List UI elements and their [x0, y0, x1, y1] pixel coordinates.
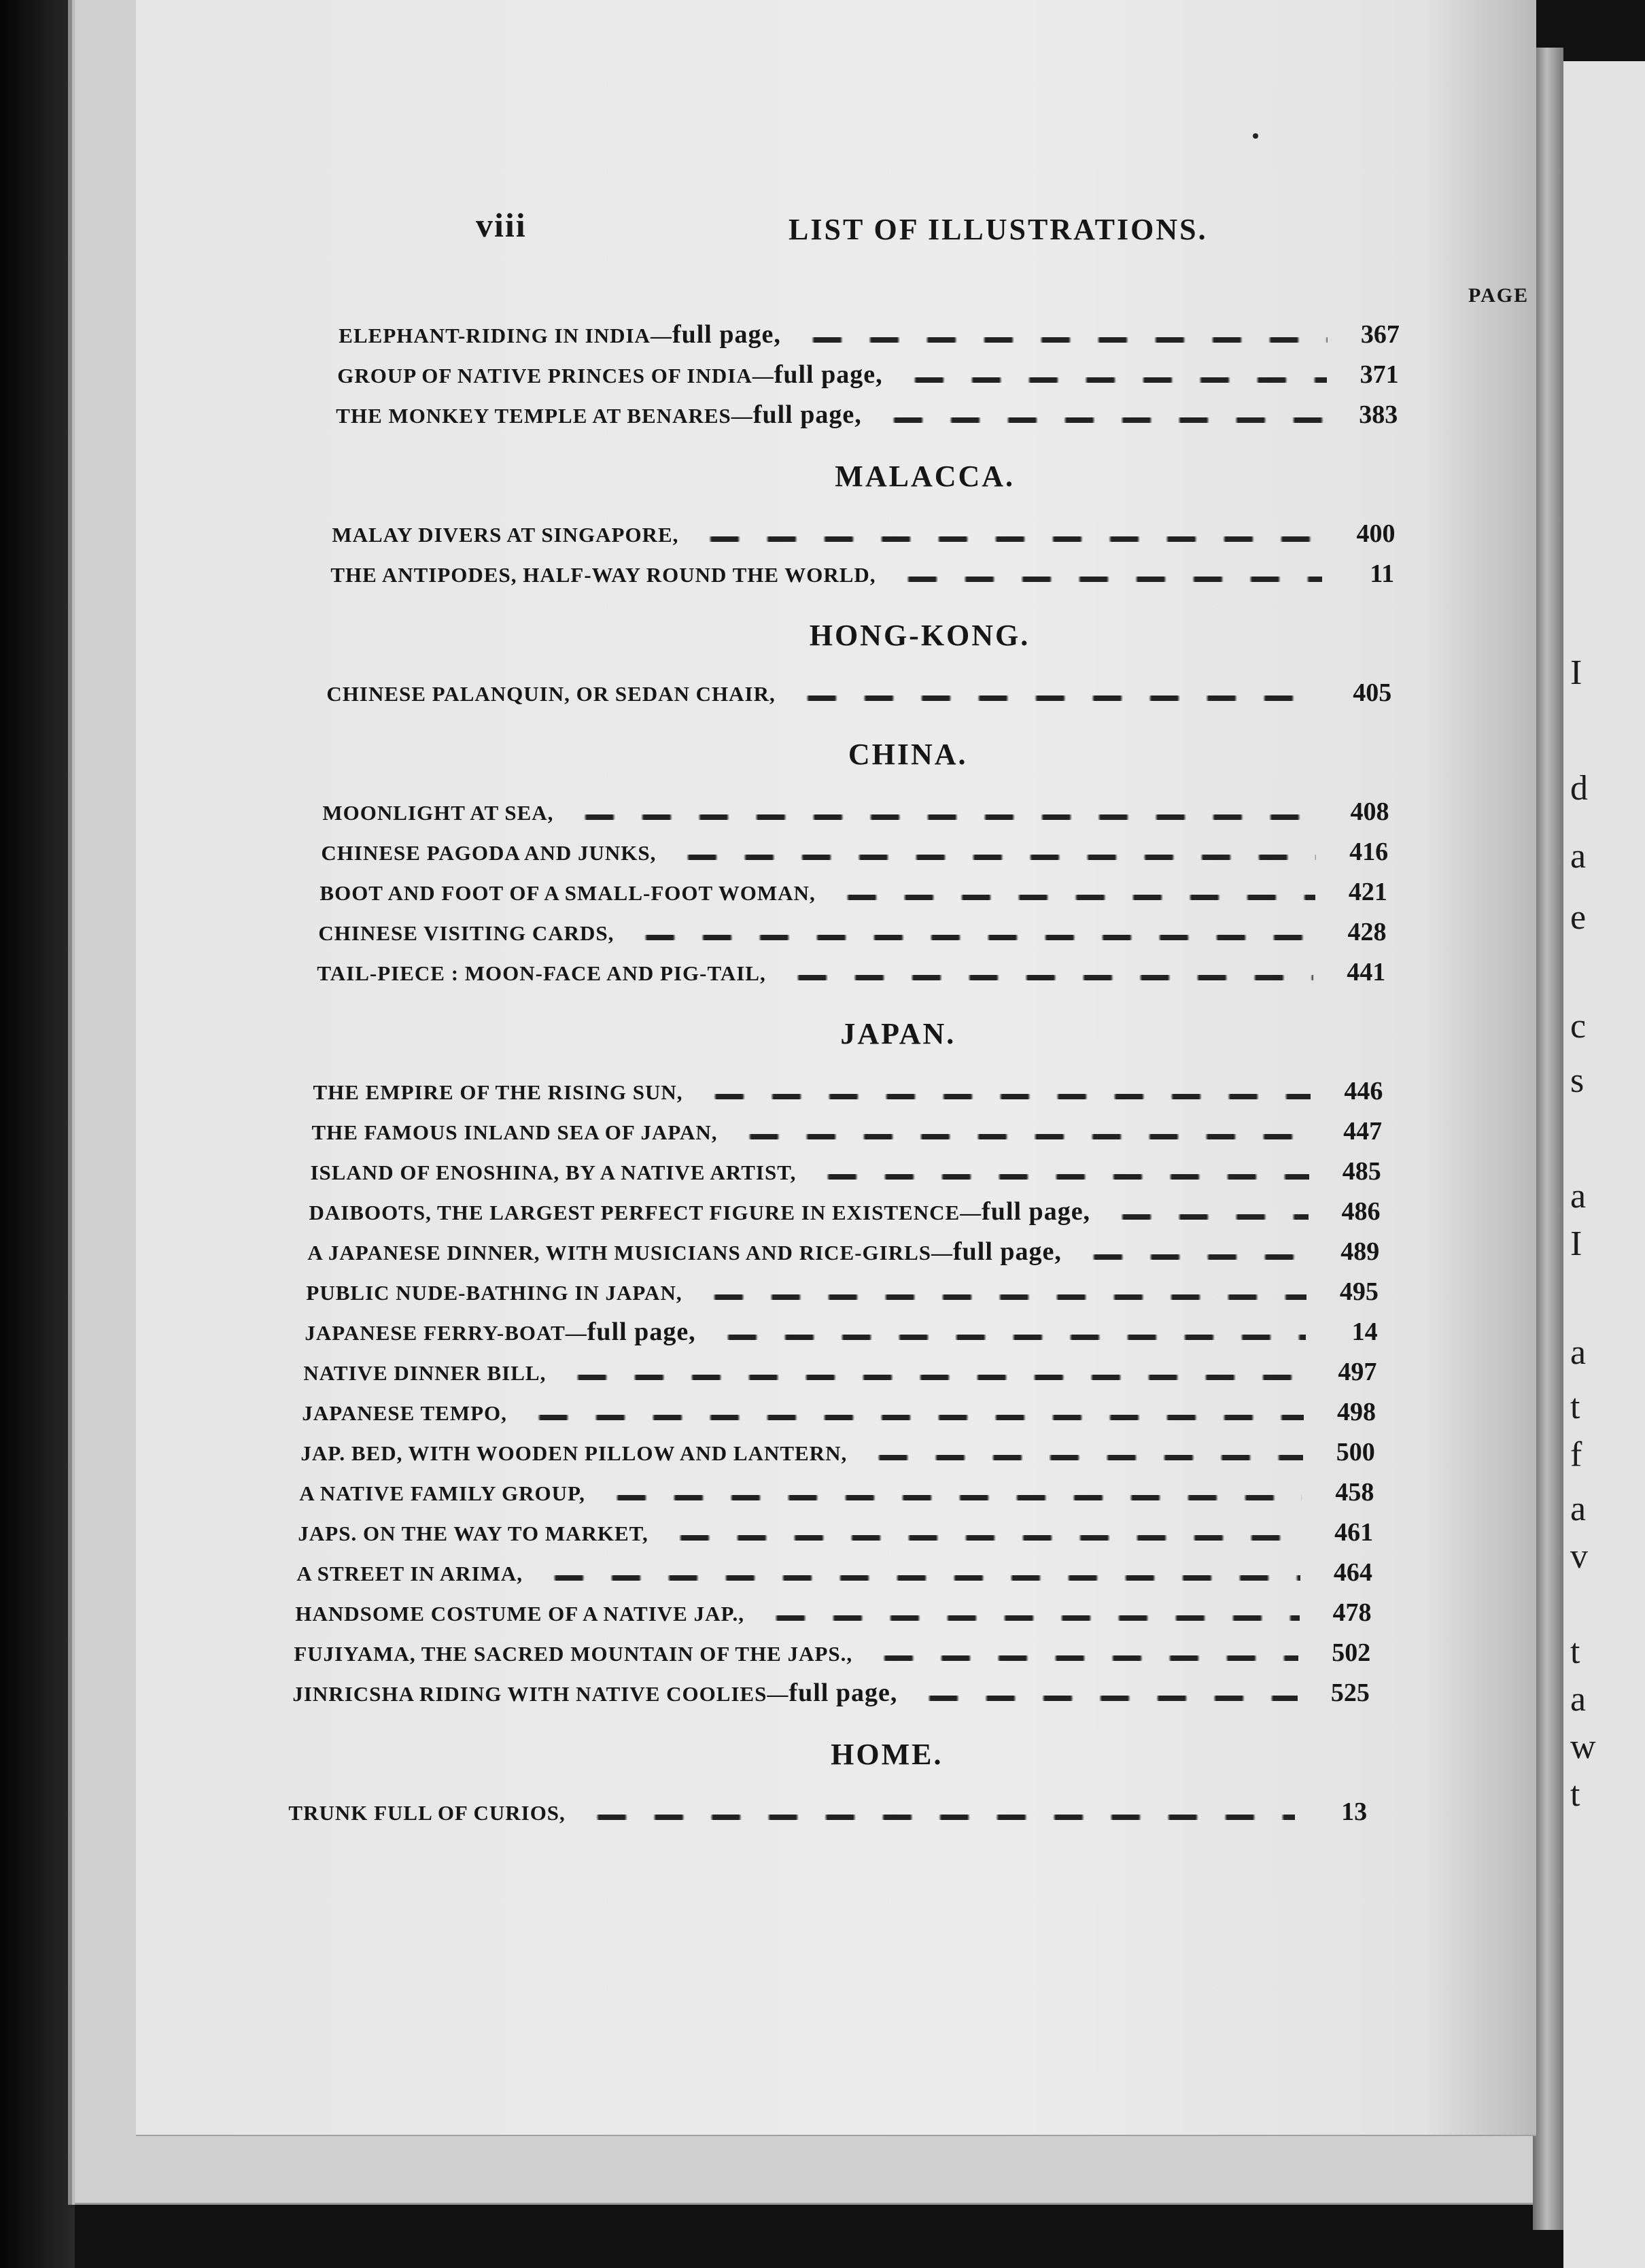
entry-title: [319, 881, 815, 906]
dot-leader: [735, 1134, 1311, 1139]
entry-page-number: 495: [1339, 1277, 1379, 1306]
entry-title-text: TAIL-PIECE : MOON-FACE AND PIG-TAIL,: [317, 961, 766, 985]
dot-leader: [666, 1535, 1301, 1541]
illustration-entry: [302, 1397, 1376, 1430]
illustration-entry: [336, 400, 1398, 432]
illustration-entry: [294, 1638, 1370, 1670]
entry-title: [307, 1237, 1062, 1267]
illustration-entry: [339, 320, 1400, 352]
facing-page-text-fragment: v: [1570, 1537, 1588, 1576]
entry-page-number: 441: [1347, 958, 1386, 986]
illustration-entry: [332, 519, 1395, 551]
entry-title: [296, 1562, 523, 1586]
entry-title: [317, 961, 765, 986]
entry-title-text: THE ANTIPODES, HALF-WAY ROUND THE WORLD,: [330, 563, 876, 587]
illustration-entry: [310, 1156, 1381, 1189]
entry-page-number: 13: [1341, 1798, 1368, 1826]
next-page-edge: [1563, 61, 1645, 2268]
dot-leader: [603, 1495, 1302, 1500]
entry-title-text: MALAY DIVERS AT SINGAPORE,: [332, 523, 679, 547]
entry-title-text: A JAPANESE DINNER, WITH MUSICIANS AND RICE-GIRLS—: [307, 1241, 954, 1265]
entry-page-number: 416: [1349, 838, 1389, 866]
running-head: [476, 205, 1536, 260]
entry-title-text: JAPS. ON THE WAY TO MARKET,: [298, 1522, 648, 1545]
entry-page-number: 458: [1335, 1478, 1374, 1507]
dot-leader: [674, 855, 1316, 860]
entry-title: [292, 1678, 897, 1708]
facing-page-text-fragment: I: [1570, 653, 1582, 692]
page-folio: viii: [476, 206, 527, 244]
illustration-entry: [295, 1598, 1371, 1630]
entry-title-text: CHINESE PAGODA AND JUNKS,: [321, 841, 657, 865]
entry-title-suffix: full page,: [752, 400, 862, 429]
entry-page-number: 400: [1356, 519, 1396, 548]
entry-title: [305, 1317, 695, 1347]
dot-leader: [880, 417, 1326, 423]
illustration-entry: [321, 837, 1388, 870]
entry-page-number: 500: [1336, 1438, 1375, 1466]
dot-leader: [696, 536, 1323, 542]
dot-leader: [571, 814, 1317, 820]
entry-page-number: 371: [1360, 360, 1399, 389]
entry-title-suffix: full page,: [953, 1237, 1062, 1266]
entry-page-number: 489: [1340, 1237, 1380, 1266]
page-title: LIST OF ILLUSTRATIONS.: [789, 213, 1208, 246]
facing-page-text-fragment: a: [1570, 1680, 1587, 1719]
entry-title-text: GROUP OF NATIVE PRINCES OF INDIA—: [337, 364, 774, 388]
entry-title-suffix: full page,: [789, 1679, 898, 1707]
entry-title-text: ELEPHANT-RIDING IN INDIA—: [339, 324, 672, 347]
illustration-entry: [309, 1197, 1380, 1229]
entry-title-suffix: full page,: [774, 360, 883, 389]
entry-title-text: FUJIYAMA, THE SACRED MOUNTAIN OF THE JAPS.,: [294, 1642, 853, 1666]
illustration-entry: [337, 360, 1398, 392]
entry-title-text: THE EMPIRE OF THE RISING SUN,: [313, 1080, 683, 1104]
entry-title-suffix: full page,: [587, 1318, 696, 1346]
illustration-entry: [319, 877, 1387, 910]
facing-page-text-fragment: c: [1570, 1007, 1587, 1046]
entry-title: [330, 563, 876, 587]
entry-title-text: TRUNK FULL OF CURIOS,: [288, 1801, 566, 1825]
dot-leader: [631, 935, 1314, 940]
facing-page-text-fragment: a: [1570, 1177, 1587, 1216]
dot-leader: [799, 337, 1328, 343]
book-page: [136, 0, 1536, 2136]
dot-leader: [762, 1615, 1299, 1621]
entry-page-number: 383: [1359, 400, 1398, 429]
illustration-entry: [307, 1237, 1379, 1269]
facing-page-text-fragment: I: [1570, 1224, 1582, 1263]
entry-title: [332, 523, 678, 547]
entry-title: [322, 801, 553, 825]
entry-title: [339, 320, 781, 349]
entry-page-number: 485: [1342, 1157, 1381, 1186]
illustration-entry: [298, 1517, 1373, 1550]
illustration-entry: [299, 1477, 1374, 1510]
dot-leader: [865, 1455, 1302, 1460]
section-heading: JAPAN.: [840, 1017, 956, 1050]
illustration-entry: [313, 1076, 1383, 1109]
entry-title: [298, 1522, 648, 1546]
dot-leader: [870, 1655, 1298, 1661]
entry-page-number: 408: [1350, 797, 1389, 826]
entry-page-number: 367: [1360, 320, 1400, 349]
dot-leader: [700, 1294, 1306, 1300]
facing-page-text-fragment: e: [1570, 898, 1587, 937]
illustration-entry: [300, 1437, 1374, 1470]
entry-title-text: A STREET IN ARIMA,: [296, 1562, 523, 1585]
entry-title: [303, 1361, 546, 1386]
entry-page-number: 461: [1334, 1518, 1374, 1547]
page-column-label: PAGE: [1468, 284, 1529, 307]
illustration-entry: [326, 678, 1391, 710]
illustration-entry: [318, 917, 1386, 950]
dot-leader: [894, 577, 1323, 582]
dot-leader: [701, 1094, 1311, 1099]
section-heading: CHINA.: [848, 738, 968, 771]
entry-title-text: JAPANESE TEMPO,: [302, 1401, 507, 1425]
facing-page-text-fragment: f: [1570, 1435, 1582, 1474]
entry-page-number: 11: [1370, 560, 1395, 588]
illustration-entry: [311, 1116, 1382, 1149]
dot-leader: [833, 895, 1315, 900]
dot-leader: [525, 1415, 1304, 1420]
entry-title: [310, 1161, 796, 1185]
entry-page-number: 421: [1348, 878, 1387, 906]
entry-title: [300, 1441, 847, 1466]
entry-title-text: ISLAND OF ENOSHINA, BY A NATIVE ARTIST,: [310, 1161, 797, 1184]
entry-title: [318, 921, 614, 946]
dot-leader: [583, 1815, 1295, 1820]
entry-page-number: 447: [1343, 1117, 1383, 1146]
entry-page-number: 405: [1353, 678, 1392, 707]
entry-title: [313, 1080, 682, 1105]
section-heading: MALACCA.: [835, 460, 1016, 493]
entry-title-text: BOOT AND FOOT OF A SMALL-FOOT WOMAN,: [319, 881, 816, 905]
illustration-entry: [330, 559, 1394, 591]
entry-title: [336, 400, 861, 430]
book-spine-shadow: [0, 0, 75, 2268]
entry-page-number: 497: [1338, 1358, 1377, 1386]
illustration-entry: [306, 1277, 1378, 1309]
entry-title-text: THE MONKEY TEMPLE AT BENARES—: [336, 404, 753, 428]
dot-leader: [814, 1174, 1309, 1180]
entry-page-number: 502: [1332, 1638, 1371, 1667]
entry-title: [309, 1197, 1090, 1226]
facing-page-text-fragment: s: [1570, 1061, 1585, 1100]
illustration-entry: [303, 1357, 1376, 1390]
entry-page-number: 525: [1330, 1679, 1370, 1707]
entry-title-text: JAP. BED, WITH WOODEN PILLOW AND LANTERN,: [300, 1441, 848, 1465]
dot-leader: [564, 1375, 1304, 1380]
entry-title: [302, 1401, 507, 1426]
entry-title-text: MOONLIGHT AT SEA,: [322, 801, 554, 825]
entry-page-number: 464: [1333, 1558, 1372, 1587]
entry-page-number: 446: [1344, 1077, 1383, 1105]
facing-page-text-fragment: a: [1570, 1490, 1587, 1528]
entry-title-text: JINRICSHA RIDING WITH NATIVE COOLIES—: [292, 1682, 789, 1706]
facing-page-text-fragment: a: [1570, 1333, 1587, 1372]
section-heading: HONG-KONG.: [809, 619, 1031, 652]
illustration-entry: [288, 1797, 1367, 1829]
facing-page-text-fragment: t: [1570, 1775, 1580, 1814]
entry-page-number: 478: [1332, 1598, 1372, 1627]
dot-leader: [714, 1335, 1306, 1340]
dot-leader: [1079, 1254, 1307, 1260]
entry-title: [337, 360, 882, 390]
entry-page-number: 498: [1337, 1398, 1376, 1426]
entry-title-suffix: full page,: [672, 320, 781, 349]
facing-page-text-fragment: t: [1570, 1388, 1580, 1426]
dot-leader: [540, 1575, 1300, 1581]
entry-page-number: 486: [1341, 1197, 1381, 1226]
entry-title: [321, 841, 656, 865]
book-gutter: [1533, 48, 1563, 2230]
entry-title: [288, 1801, 565, 1825]
entry-page-number: 428: [1347, 918, 1387, 946]
entry-title: [326, 682, 775, 706]
entry-title: [299, 1481, 585, 1506]
entry-title: [311, 1120, 717, 1145]
entry-title-text: DAIBOOTS, THE LARGEST PERFECT FIGURE IN EXISTENCE—: [309, 1201, 982, 1224]
entry-title-text: CHINESE VISITING CARDS,: [318, 921, 614, 945]
entry-page-number: 14: [1351, 1318, 1378, 1346]
facing-page-text-fragment: w: [1570, 1728, 1596, 1766]
entry-title-suffix: full page,: [982, 1197, 1091, 1226]
facing-page-text-fragment: t: [1570, 1632, 1580, 1671]
dot-leader: [793, 695, 1320, 701]
entry-title-text: PUBLIC NUDE-BATHING IN JAPAN,: [306, 1281, 682, 1305]
entry-title-text: NATIVE DINNER BILL,: [303, 1361, 547, 1385]
entry-title-text: JAPANESE FERRY-BOAT—: [305, 1321, 587, 1345]
dot-leader: [784, 975, 1314, 980]
entry-title: [295, 1602, 744, 1626]
facing-page-text-fragment: a: [1570, 837, 1587, 876]
dot-leader: [901, 377, 1327, 383]
illustration-entry: [292, 1678, 1370, 1711]
dot-leader: [915, 1696, 1298, 1701]
entry-title-text: A NATIVE FAMILY GROUP,: [299, 1481, 585, 1505]
dot-leader: [1108, 1214, 1308, 1220]
illustration-entry: [322, 797, 1389, 829]
entry-title-text: THE FAMOUS INLAND SEA OF JAPAN,: [311, 1120, 718, 1144]
entry-title: [306, 1281, 682, 1305]
ink-speck: [1253, 133, 1258, 139]
entry-title: [294, 1642, 852, 1666]
illustration-entry: [296, 1558, 1372, 1590]
entry-title-text: CHINESE PALANQUIN, OR SEDAN CHAIR,: [326, 682, 776, 706]
facing-page-text-fragment: d: [1570, 769, 1588, 808]
illustration-entry: [305, 1317, 1377, 1350]
entry-title-text: HANDSOME COSTUME OF A NATIVE JAP.,: [295, 1602, 745, 1626]
section-heading: HOME.: [831, 1738, 943, 1771]
illustration-entry: [317, 957, 1385, 990]
